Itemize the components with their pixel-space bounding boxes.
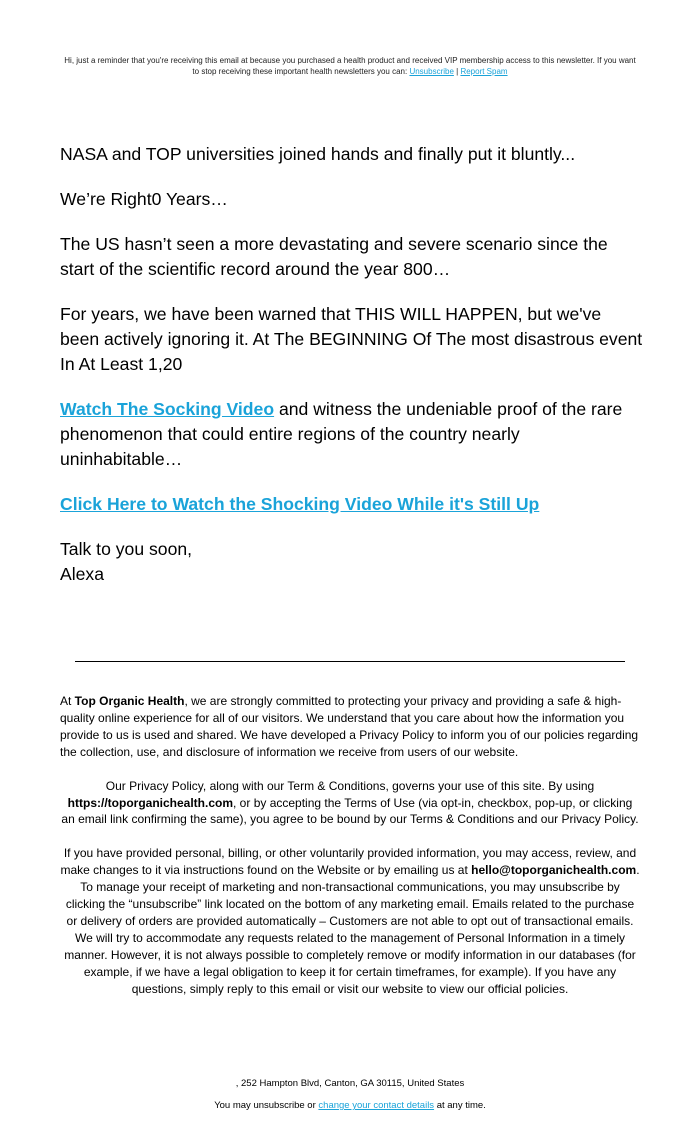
body-paragraph-3: The US hasn’t seen a more devastating and severe scenario since the start of the scientific record around the year 800… bbox=[60, 234, 608, 279]
postal-address: , 252 Hampton Blvd, Canton, GA 30115, United States bbox=[235, 1078, 465, 1089]
notice-text: Hi, just a reminder that you're receiving this email at because you purchased a health product and received VIP membership access to this newsletter. If you want to stop receiving these important health newsletters you can: bbox=[64, 56, 636, 76]
change-contact-details-link[interactable]: change your contact details bbox=[318, 1100, 435, 1111]
personal-info-paragraph bbox=[60, 845, 640, 997]
privacy-policy-paragraph bbox=[60, 778, 640, 829]
website-url: https://toporganichealth.com bbox=[67, 795, 234, 810]
contact-email: hello@toporganichealth.com bbox=[471, 863, 637, 878]
company-name: Top Organic Health bbox=[74, 694, 185, 708]
notice-separator: | bbox=[453, 67, 461, 76]
privacy-policy-text: , or by accepting the Terms of Use (via opt-in, checkbox, pop-up, or clicking an email link confirming the same), you agree to be bound by our Terms & Conditions and our Privacy Policy. bbox=[61, 795, 639, 827]
watch-shocking-video-cta-link[interactable]: Click Here to Watch the Shocking Video While it's Still Up bbox=[60, 494, 540, 514]
privacy-prefix: At bbox=[60, 694, 75, 708]
section-divider bbox=[75, 661, 625, 662]
signoff-block bbox=[60, 537, 645, 587]
cta-paragraph bbox=[60, 492, 645, 517]
privacy-policy-prefix: Our Privacy Policy, along with our Term & Conditions, governs your use of this site. By using bbox=[105, 778, 595, 793]
report-spam-link[interactable]: Report Spam bbox=[460, 67, 508, 76]
body-paragraph-2: We’re Right0 Years… bbox=[60, 189, 228, 209]
privacy-commitment-text: , we are strongly committed to protecting your privacy and providing a safe & high-quality online experience for all of our visitors. We understand that you care about how the information you provide to us is used and shared. We have developed a Privacy Policy to inform you of our policies regarding the collection, use, and disclosure of information we receive from users of our website. bbox=[60, 694, 639, 759]
unsubscribe-line-suffix: at any time. bbox=[434, 1100, 486, 1111]
unsubscribe-link[interactable]: Unsubscribe bbox=[409, 67, 454, 76]
body-paragraph-5-text: and witness the undeniable proof of the rare phenomenon that could entire regions of the country nearly uninhabitable… bbox=[60, 399, 623, 469]
unsubscribe-line bbox=[50, 1099, 650, 1112]
email-footer bbox=[50, 1077, 650, 1121]
body-paragraph-5 bbox=[60, 397, 645, 472]
signoff-text: Talk to you soon, bbox=[60, 539, 193, 559]
email-body bbox=[60, 142, 645, 607]
body-paragraph-1: NASA and TOP universities joined hands and finally put it bluntly... bbox=[60, 144, 576, 164]
signature-name: Alexa bbox=[60, 564, 105, 584]
privacy-commitment-paragraph bbox=[60, 693, 640, 761]
personal-info-prefix: If you have provided personal, billing, or other voluntarily provided information, you may access, review, and make changes to it via instructions found on the Website or by emailing us at bbox=[60, 846, 637, 878]
legal-section bbox=[60, 693, 640, 1015]
personal-info-text: . To manage your receipt of marketing and non-transactional communications, you may unsubscribe by clicking the “unsubscribe” link located on the bottom of any marketing email. Emails related to the purchase or delivery of orders are provided automatically – Customers are not able to opt out of transactional emails. We will try to accommodate any requests related to the management of Personal Information in a timely manner. However, it is not always possible to completely remove or modify information in our databases (for example, if we have a legal obligation to keep it for certain timeframes, for example). If you have any questions, simply reply to this email or visit our website to view our official policies. bbox=[64, 863, 640, 996]
body-paragraph-4: For years, we have been warned that THIS WILL HAPPEN, but we've been actively ignoring it. At The BEGINNING Of The most disastrous event In At Least 1,20 bbox=[60, 304, 643, 374]
unsubscribe-line-prefix: You may unsubscribe or bbox=[214, 1100, 319, 1111]
watch-video-link[interactable]: Watch The Socking Video bbox=[60, 399, 275, 419]
subscription-notice bbox=[60, 55, 640, 77]
